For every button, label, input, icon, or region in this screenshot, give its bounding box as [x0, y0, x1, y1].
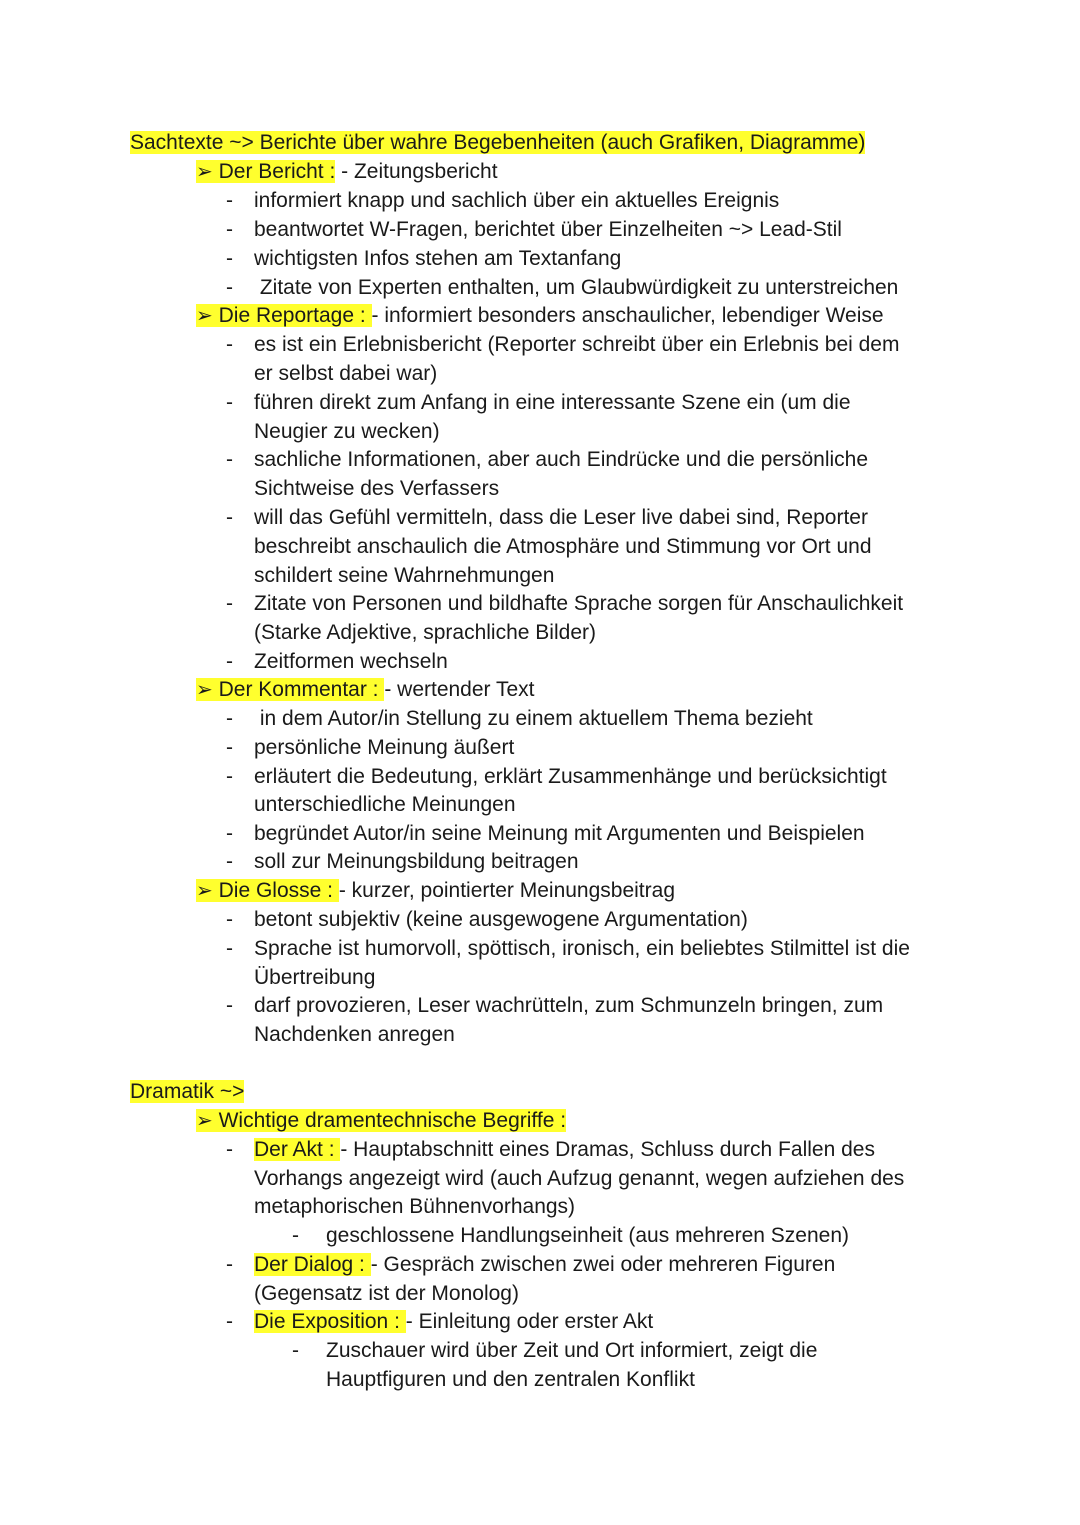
term-kommentar: Der Kommentar : [218, 678, 385, 701]
list-item-continuation: Neugier zu wecken) [254, 420, 440, 443]
list-item-continuation: (Gegensatz ist der Monolog) [254, 1282, 519, 1305]
list-item-continuation: beschreibt anschaulich die Atmosphäre und Stimmung vor Ort und [254, 535, 872, 558]
list-item: - Zeitformen wechseln [226, 650, 448, 673]
list-item: - es ist ein Erlebnisbericht (Reporter schreibt über ein Erlebnis bei dem [226, 333, 900, 356]
arrow-bullet-icon: ➢ [196, 305, 213, 327]
list-item-exposition: - Die Exposition : - Einleitung oder erster Akt [226, 1310, 654, 1333]
list-item-continuation: (Starke Adjektive, sprachliche Bilder) [254, 621, 596, 644]
list-item: - Sprache ist humorvoll, spöttisch, ironisch, ein beliebtes Stilmittel ist die [226, 937, 910, 960]
list-item: - erläutert die Bedeutung, erklärt Zusammenhänge und berücksichtigt [226, 765, 887, 788]
arrow-bullet-icon: ➢ [196, 679, 213, 701]
list-item: - sachliche Informationen, aber auch Eindrücke und die persönliche [226, 448, 869, 471]
term-bericht: Der Bericht : [218, 160, 336, 183]
list-item: - führen direkt zum Anfang in eine interessante Szene ein (um die [226, 391, 851, 414]
term-exposition: Die Exposition : [254, 1310, 406, 1333]
desc-bericht: - Zeitungsbericht [335, 160, 498, 183]
list-item: - in dem Autor/in Stellung zu einem aktuellem Thema bezieht [226, 707, 813, 730]
arrow-bullet-icon: ➢ [196, 880, 213, 902]
list-item-dialog: - Der Dialog : - Gespräch zwischen zwei oder mehreren Figuren [226, 1253, 836, 1276]
list-item: - Zitate von Experten enthalten, um Glaubwürdigkeit zu unterstreichen [226, 276, 899, 299]
sub-list-item-continuation: Hauptfiguren und den zentralen Konflikt [326, 1368, 695, 1391]
subheading-kommentar [196, 676, 535, 704]
list-item: - soll zur Meinungsbildung beitragen [226, 850, 579, 873]
desc-glosse: - kurzer, pointierter Meinungsbeitrag [338, 879, 675, 902]
list-item-continuation: unterschiedliche Meinungen [254, 793, 516, 816]
section-heading-sachtexte: Sachtexte ~> Berichte über wahre Begebenheiten (auch Grafiken, Diagramme) [130, 131, 866, 154]
sub-list-item: - Zuschauer wird über Zeit und Ort informiert, zeigt die [292, 1339, 818, 1362]
term-glosse: Die Glosse : [218, 879, 339, 902]
desc-kommentar: - wertender Text [384, 678, 535, 701]
list-item: - informiert knapp und sachlich über ein aktuelles Ereignis [226, 189, 780, 212]
sub-list-item: - geschlossene Handlungseinheit (aus mehreren Szenen) [292, 1224, 849, 1247]
desc-reportage: - informiert besonders anschaulicher, lebendiger Weise [371, 304, 884, 327]
subheading-reportage [196, 302, 884, 330]
list-item-continuation: Vorhangs angezeigt wird (auch Aufzug genannt, wegen aufziehen des [254, 1167, 905, 1190]
list-item-continuation: er selbst dabei war) [254, 362, 438, 385]
subheading-begriffe [196, 1107, 566, 1135]
list-item: - persönliche Meinung äußert [226, 736, 515, 759]
term-begriffe: Wichtige dramentechnische Begriffe : [218, 1109, 567, 1132]
list-item: - betont subjektiv (keine ausgewogene Argumentation) [226, 908, 748, 931]
list-item: - Zitate von Personen und bildhafte Sprache sorgen für Anschaulichkeit [226, 592, 904, 615]
list-item: - darf provozieren, Leser wachrütteln, zum Schmunzeln bringen, zum [226, 994, 884, 1017]
list-item-continuation: schildert seine Wahrnehmungen [254, 564, 555, 587]
subheading-bericht [196, 158, 498, 186]
term-reportage: Die Reportage : [218, 304, 372, 327]
list-item: - beantwortet W-Fragen, berichtet über Einzelheiten ~> Lead-Stil [226, 218, 842, 241]
list-item-akt: - Der Akt : - Hauptabschnitt eines Dramas, Schluss durch Fallen des [226, 1138, 875, 1161]
list-item-continuation: Übertreibung [254, 966, 376, 989]
arrow-bullet-icon: ➢ [196, 1110, 213, 1132]
list-item-continuation: Nachdenken anregen [254, 1023, 455, 1046]
subheading-glosse [196, 877, 675, 905]
arrow-bullet-icon: ➢ [196, 161, 213, 183]
list-item-continuation: metaphorischen Bühnenvorhangs) [254, 1195, 576, 1218]
list-item: - wichtigsten Infos stehen am Textanfang [226, 247, 622, 270]
section-heading-dramatik: Dramatik ~> [130, 1080, 245, 1103]
list-item-continuation: Sichtweise des Verfassers [254, 477, 500, 500]
list-item: - will das Gefühl vermitteln, dass die Leser live dabei sind, Reporter [226, 506, 868, 529]
list-item: - begründet Autor/in seine Meinung mit Argumenten und Beispielen [226, 822, 865, 845]
term-akt: Der Akt : [254, 1138, 341, 1161]
term-dialog: Der Dialog : [254, 1253, 371, 1276]
